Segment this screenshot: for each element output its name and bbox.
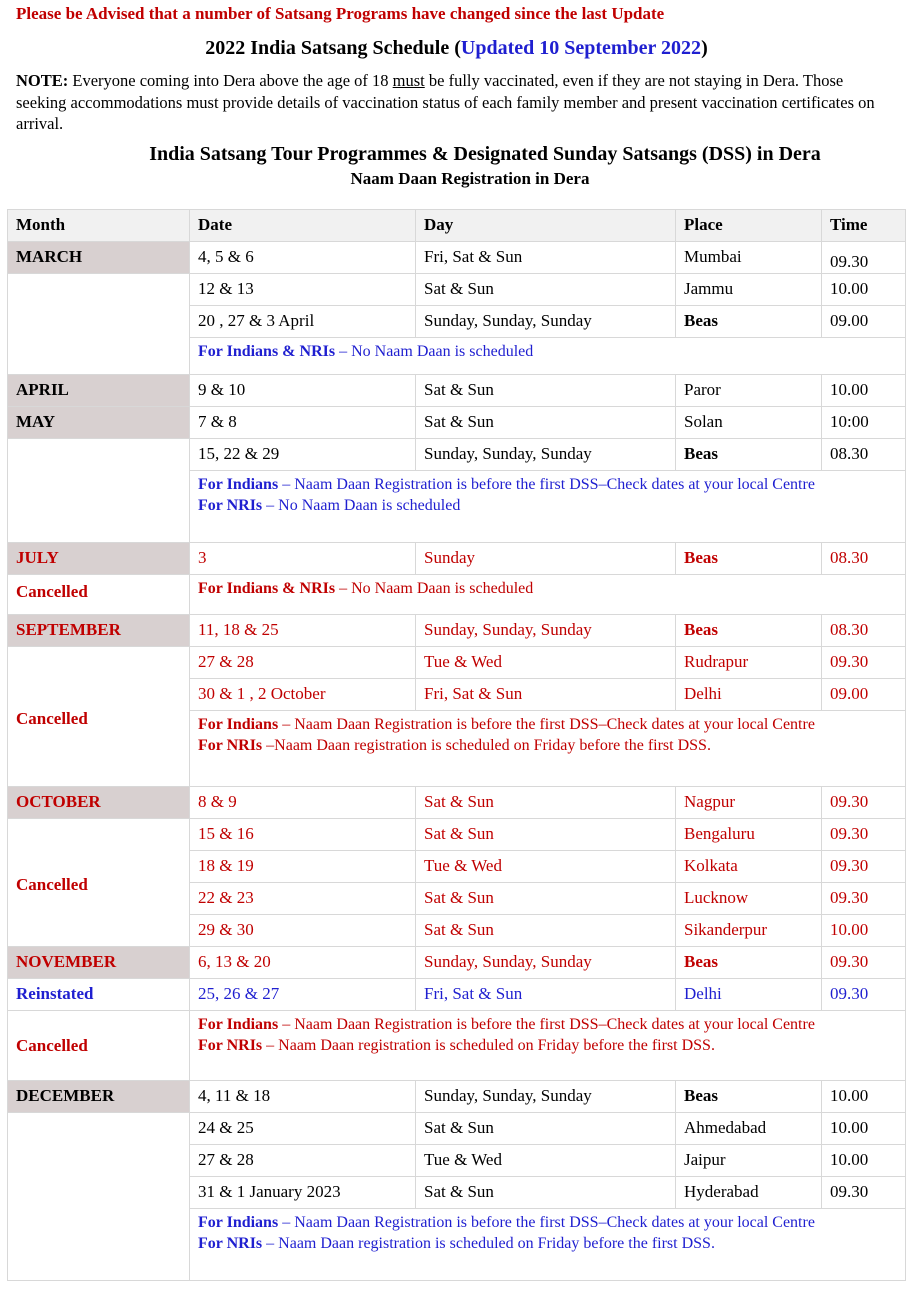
time-cell: 09.30 [822, 851, 906, 883]
time-cell: 09.30 [822, 787, 906, 819]
status-cancelled: Cancelled [8, 647, 190, 787]
time-cell: 09.00 [822, 306, 906, 338]
place-cell: Beas [676, 543, 822, 575]
table-header-row [8, 210, 906, 242]
date-cell: 7 & 8 [190, 407, 416, 439]
date-cell: 22 & 23 [190, 883, 416, 915]
table-row [8, 647, 906, 679]
table-row [8, 1081, 906, 1113]
month-cell [8, 1113, 190, 1281]
day-cell: Sat & Sun [416, 1113, 676, 1145]
place-cell: Sikanderpur [676, 915, 822, 947]
table-row [8, 575, 906, 615]
day-cell: Sunday, Sunday, Sunday [416, 1081, 676, 1113]
table-row [8, 1113, 906, 1145]
day-cell: Sat & Sun [416, 1177, 676, 1209]
time-cell: 10.00 [822, 1081, 906, 1113]
place-cell: Delhi [676, 979, 822, 1011]
month-cell: DECEMBER [8, 1081, 190, 1113]
place-cell: Hyderabad [676, 1177, 822, 1209]
time-cell: 09.30 [822, 1177, 906, 1209]
place-cell: Rudrapur [676, 647, 822, 679]
header-place: Place [676, 210, 822, 242]
place-cell: Jaipur [676, 1145, 822, 1177]
page-title: 2022 India Satsang Schedule (Updated 10 September 2022) [205, 37, 708, 59]
date-cell: 11, 18 & 25 [190, 615, 416, 647]
date-cell: 20 , 27 & 3 April [190, 306, 416, 338]
date-cell: 18 & 19 [190, 851, 416, 883]
header-month: Month [8, 210, 190, 242]
date-cell: 8 & 9 [190, 787, 416, 819]
table-row [8, 543, 906, 575]
day-cell: Sunday, Sunday, Sunday [416, 615, 676, 647]
table-row [8, 979, 906, 1011]
place-cell: Lucknow [676, 883, 822, 915]
place-cell: Beas [676, 947, 822, 979]
naam-daan-note: For Indians – Naam Daan Registration is before the first DSS–Check dates at your local Centre For NRIs – Naam Daan registration is scheduled on Friday before the first DSS. [190, 1011, 906, 1081]
must-emphasis: must [392, 71, 425, 90]
section-subtitle: Naam Daan Registration in Dera [350, 169, 590, 188]
table-row [8, 375, 906, 407]
place-cell: Solan [676, 407, 822, 439]
place-cell: Beas [676, 306, 822, 338]
place-cell: Beas [676, 615, 822, 647]
day-cell: Sunday, Sunday, Sunday [416, 947, 676, 979]
place-cell: Beas [676, 1081, 822, 1113]
day-cell: Fri, Sat & Sun [416, 979, 676, 1011]
date-cell: 25, 26 & 27 [190, 979, 416, 1011]
time-cell: 10:00 [822, 407, 906, 439]
time-cell: 09.30 [822, 819, 906, 851]
time-cell: 10.00 [822, 915, 906, 947]
status-cancelled: Cancelled [8, 575, 190, 615]
status-cancelled: Cancelled [8, 819, 190, 947]
day-cell: Fri, Sat & Sun [416, 242, 676, 274]
vaccination-note: NOTE: Everyone coming into Dera above the age of 18 must be fully vaccinated, even if they are not staying in Dera. Those seeking accommodations must provide details of vaccination status of each family member and present vaccination certificates on arrival. [16, 71, 875, 133]
time-cell: 10.00 [822, 1145, 906, 1177]
table-row [8, 1011, 906, 1081]
schedule-table [7, 209, 906, 1281]
day-cell: Tue & Wed [416, 647, 676, 679]
time-cell: 09.30 [822, 883, 906, 915]
day-cell: Sat & Sun [416, 375, 676, 407]
time-cell: 08.30 [822, 543, 906, 575]
place-cell: Mumbai [676, 242, 822, 274]
table-row [8, 947, 906, 979]
month-cell: JULY [8, 543, 190, 575]
time-cell: 09.30 [822, 242, 906, 274]
naam-daan-note: For Indians & NRIs – No Naam Daan is scheduled [190, 338, 906, 375]
day-cell: Sunday, Sunday, Sunday [416, 439, 676, 471]
table-row [8, 615, 906, 647]
date-cell: 3 [190, 543, 416, 575]
status-cancelled: Cancelled [8, 1011, 190, 1081]
day-cell: Sunday [416, 543, 676, 575]
table-row [8, 439, 906, 471]
naam-daan-note: For Indians & NRIs – No Naam Daan is scheduled [190, 575, 906, 615]
time-cell: 09.30 [822, 947, 906, 979]
table-row [8, 819, 906, 851]
time-cell: 09.30 [822, 647, 906, 679]
time-cell: 08.30 [822, 615, 906, 647]
place-cell: Nagpur [676, 787, 822, 819]
date-cell: 29 & 30 [190, 915, 416, 947]
table-row [8, 274, 906, 306]
month-cell: SEPTEMBER [8, 615, 190, 647]
month-cell: MARCH [8, 242, 190, 274]
day-cell: Sunday, Sunday, Sunday [416, 306, 676, 338]
time-cell: 08.30 [822, 439, 906, 471]
naam-daan-note: For Indians – Naam Daan Registration is before the first DSS–Check dates at your local Centre For NRIs – No Naam Daan is scheduled [190, 471, 906, 543]
day-cell: Sat & Sun [416, 819, 676, 851]
status-reinstated: Reinstated [8, 979, 190, 1011]
date-cell: 9 & 10 [190, 375, 416, 407]
date-cell: 30 & 1 , 2 October [190, 679, 416, 711]
day-cell: Sat & Sun [416, 915, 676, 947]
time-cell: 09.00 [822, 679, 906, 711]
header-day: Day [416, 210, 676, 242]
day-cell: Tue & Wed [416, 1145, 676, 1177]
day-cell: Sat & Sun [416, 787, 676, 819]
date-cell: 24 & 25 [190, 1113, 416, 1145]
place-cell: Delhi [676, 679, 822, 711]
date-cell: 4, 5 & 6 [190, 242, 416, 274]
place-cell: Ahmedabad [676, 1113, 822, 1145]
date-cell: 31 & 1 January 2023 [190, 1177, 416, 1209]
place-cell: Kolkata [676, 851, 822, 883]
day-cell: Tue & Wed [416, 851, 676, 883]
time-cell: 10.00 [822, 274, 906, 306]
time-cell: 10.00 [822, 1113, 906, 1145]
section-title: India Satsang Tour Programmes & Designated Sunday Satsangs (DSS) in Dera [149, 143, 821, 165]
time-cell: 10.00 [822, 375, 906, 407]
header-time: Time [822, 210, 906, 242]
date-cell: 6, 13 & 20 [190, 947, 416, 979]
date-cell: 4, 11 & 18 [190, 1081, 416, 1113]
month-cell: NOVEMBER [8, 947, 190, 979]
updated-date: Updated 10 September 2022 [460, 37, 702, 59]
month-cell [8, 274, 190, 375]
naam-daan-note: For Indians – Naam Daan Registration is before the first DSS–Check dates at your local Centre For NRIs –Naam Daan registration is scheduled on Friday before the first DSS. [190, 711, 906, 787]
day-cell: Sat & Sun [416, 274, 676, 306]
table-row [8, 407, 906, 439]
month-cell: APRIL [8, 375, 190, 407]
day-cell: Fri, Sat & Sun [416, 679, 676, 711]
table-row [8, 787, 906, 819]
naam-daan-note: For Indians – Naam Daan Registration is before the first DSS–Check dates at your local Centre For NRIs – Naam Daan registration is scheduled on Friday before the first DSS. [190, 1209, 906, 1281]
date-cell: 15, 22 & 29 [190, 439, 416, 471]
header-date: Date [190, 210, 416, 242]
place-cell: Bengaluru [676, 819, 822, 851]
date-cell: 12 & 13 [190, 274, 416, 306]
month-cell: MAY [8, 407, 190, 439]
day-cell: Sat & Sun [416, 407, 676, 439]
place-cell: Jammu [676, 274, 822, 306]
date-cell: 27 & 28 [190, 647, 416, 679]
place-cell: Beas [676, 439, 822, 471]
day-cell: Sat & Sun [416, 883, 676, 915]
table-row [8, 242, 906, 274]
place-cell: Paror [676, 375, 822, 407]
month-cell [8, 439, 190, 543]
date-cell: 27 & 28 [190, 1145, 416, 1177]
month-cell: OCTOBER [8, 787, 190, 819]
date-cell: 15 & 16 [190, 819, 416, 851]
update-alert: Please be Advised that a number of Satsang Programs have changed since the last Update [16, 4, 665, 23]
time-cell: 09.30 [822, 979, 906, 1011]
